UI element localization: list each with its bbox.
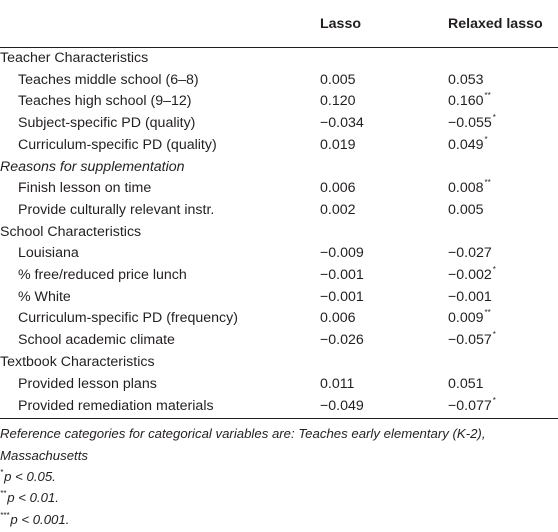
section-row	[0, 157, 558, 179]
relaxed-lasso-value: 0.053	[448, 71, 484, 88]
relaxed-lasso-cell	[448, 200, 558, 222]
section-row	[0, 48, 558, 70]
relaxed-lasso-cell	[448, 70, 558, 92]
variable-label: Provided lesson plans	[18, 375, 157, 392]
section-label: Textbook Characteristics	[0, 353, 155, 370]
variable-label: Teaches middle school (6–8)	[18, 71, 199, 88]
variable-label: % White	[18, 288, 71, 305]
variable-label: Curriculum-specific PD (frequency)	[18, 310, 238, 327]
table-row	[0, 135, 558, 157]
relaxed-lasso-cell	[448, 374, 558, 396]
table-row	[0, 243, 558, 265]
table-row	[0, 200, 558, 222]
sig-text: p < 0.001.	[10, 511, 70, 527]
significance-note-1	[0, 466, 558, 487]
significance-mark: *	[492, 395, 496, 405]
relaxed-lasso-cell	[448, 287, 558, 309]
relaxed-lasso-value: 0.049	[448, 136, 484, 153]
lasso-value: 0.006	[320, 310, 356, 327]
relaxed-lasso-cell	[448, 330, 558, 352]
table-body	[0, 48, 558, 419]
sig-mark: **	[0, 489, 7, 499]
relaxed-lasso-cell	[448, 265, 558, 287]
significance-mark: *	[492, 265, 496, 275]
variable-label: Subject-specific PD (quality)	[18, 115, 196, 132]
relaxed-lasso-value: 0.051	[448, 375, 484, 392]
variable-label: Provided remediation materials	[0, 395, 320, 419]
table-row	[0, 113, 558, 135]
relaxed-lasso-cell	[448, 135, 558, 157]
reference-note-line1: Reference categories for categorical variables are: Teaches early elementary (K-2),	[0, 426, 486, 442]
relaxed-lasso-value: −0.001	[448, 288, 492, 305]
sig-text: p < 0.05.	[4, 469, 56, 485]
table-row	[0, 308, 558, 330]
table-header-row	[0, 0, 558, 48]
variable-label: School academic climate	[18, 332, 175, 349]
table-row	[0, 91, 558, 113]
lasso-value: −0.026	[320, 332, 364, 349]
relaxed-lasso-value: −0.055	[448, 115, 492, 132]
variable-label: Provide culturally relevant instr.	[18, 201, 215, 218]
variable-label: Curriculum-specific PD (quality)	[18, 136, 217, 153]
relaxed-lasso-cell	[448, 113, 558, 135]
lasso-value: 0.120	[320, 93, 356, 110]
lasso-value: −0.001	[320, 288, 364, 305]
table-row	[0, 287, 558, 309]
relaxed-lasso-value: −0.027	[448, 245, 492, 262]
table-row	[0, 178, 558, 200]
table-row	[0, 374, 558, 396]
lasso-value: −0.001	[320, 267, 364, 284]
significance-mark: **	[484, 91, 491, 101]
section-row	[0, 222, 558, 244]
relaxed-lasso-value: 0.008	[448, 180, 484, 197]
lasso-value: −0.049	[320, 395, 448, 419]
table-row	[0, 265, 558, 287]
relaxed-lasso-value: −0.002	[448, 267, 492, 284]
reference-note-line2: Massachusetts	[0, 447, 88, 463]
relaxed-lasso-cell	[448, 308, 558, 330]
lasso-value: −0.009	[320, 245, 364, 262]
sig-text: p < 0.01.	[7, 490, 59, 506]
lasso-value: −0.034	[320, 115, 364, 132]
section-row	[0, 352, 558, 374]
variable-label: Louisiana	[18, 245, 79, 262]
variable-label: Teaches high school (9–12)	[18, 93, 192, 110]
header-variable	[0, 0, 320, 48]
significance-mark: *	[492, 330, 496, 340]
relaxed-lasso-value: 0.005	[448, 201, 484, 218]
significance-note-2	[0, 487, 558, 508]
header-relaxed-lasso: Relaxed lasso	[448, 0, 558, 48]
lasso-value: 0.006	[320, 180, 356, 197]
relaxed-lasso-value: 0.160	[448, 93, 484, 110]
significance-mark: *	[484, 134, 488, 144]
table-row	[0, 70, 558, 92]
table-row	[0, 330, 558, 352]
relaxed-lasso-value: −0.057	[448, 332, 492, 349]
relaxed-lasso-cell	[448, 91, 558, 113]
significance-mark: *	[492, 113, 496, 123]
relaxed-lasso-cell	[448, 395, 558, 419]
lasso-value: 0.005	[320, 71, 356, 88]
lasso-value: 0.011	[320, 375, 355, 392]
section-label: Reasons for supplementation	[0, 158, 185, 175]
table-notes	[0, 423, 558, 530]
sig-mark: ***	[0, 510, 10, 520]
significance-mark: **	[484, 308, 491, 318]
relaxed-lasso-cell	[448, 178, 558, 200]
relaxed-lasso-cell	[448, 243, 558, 265]
significance-note-3	[0, 509, 558, 530]
table-row	[0, 395, 558, 419]
sig-mark: *	[0, 468, 4, 478]
lasso-value: 0.002	[320, 201, 356, 218]
significance-mark: **	[484, 178, 491, 188]
variable-label: % free/reduced price lunch	[18, 267, 187, 284]
relaxed-lasso-value: 0.009	[448, 310, 484, 327]
header-lasso: Lasso	[320, 0, 448, 48]
lasso-value: 0.019	[320, 136, 356, 153]
section-label: Teacher Characteristics	[0, 50, 149, 66]
relaxed-lasso-value: −0.077	[448, 397, 492, 414]
variable-label: Finish lesson on time	[18, 180, 152, 197]
section-label: School Characteristics	[0, 223, 142, 240]
